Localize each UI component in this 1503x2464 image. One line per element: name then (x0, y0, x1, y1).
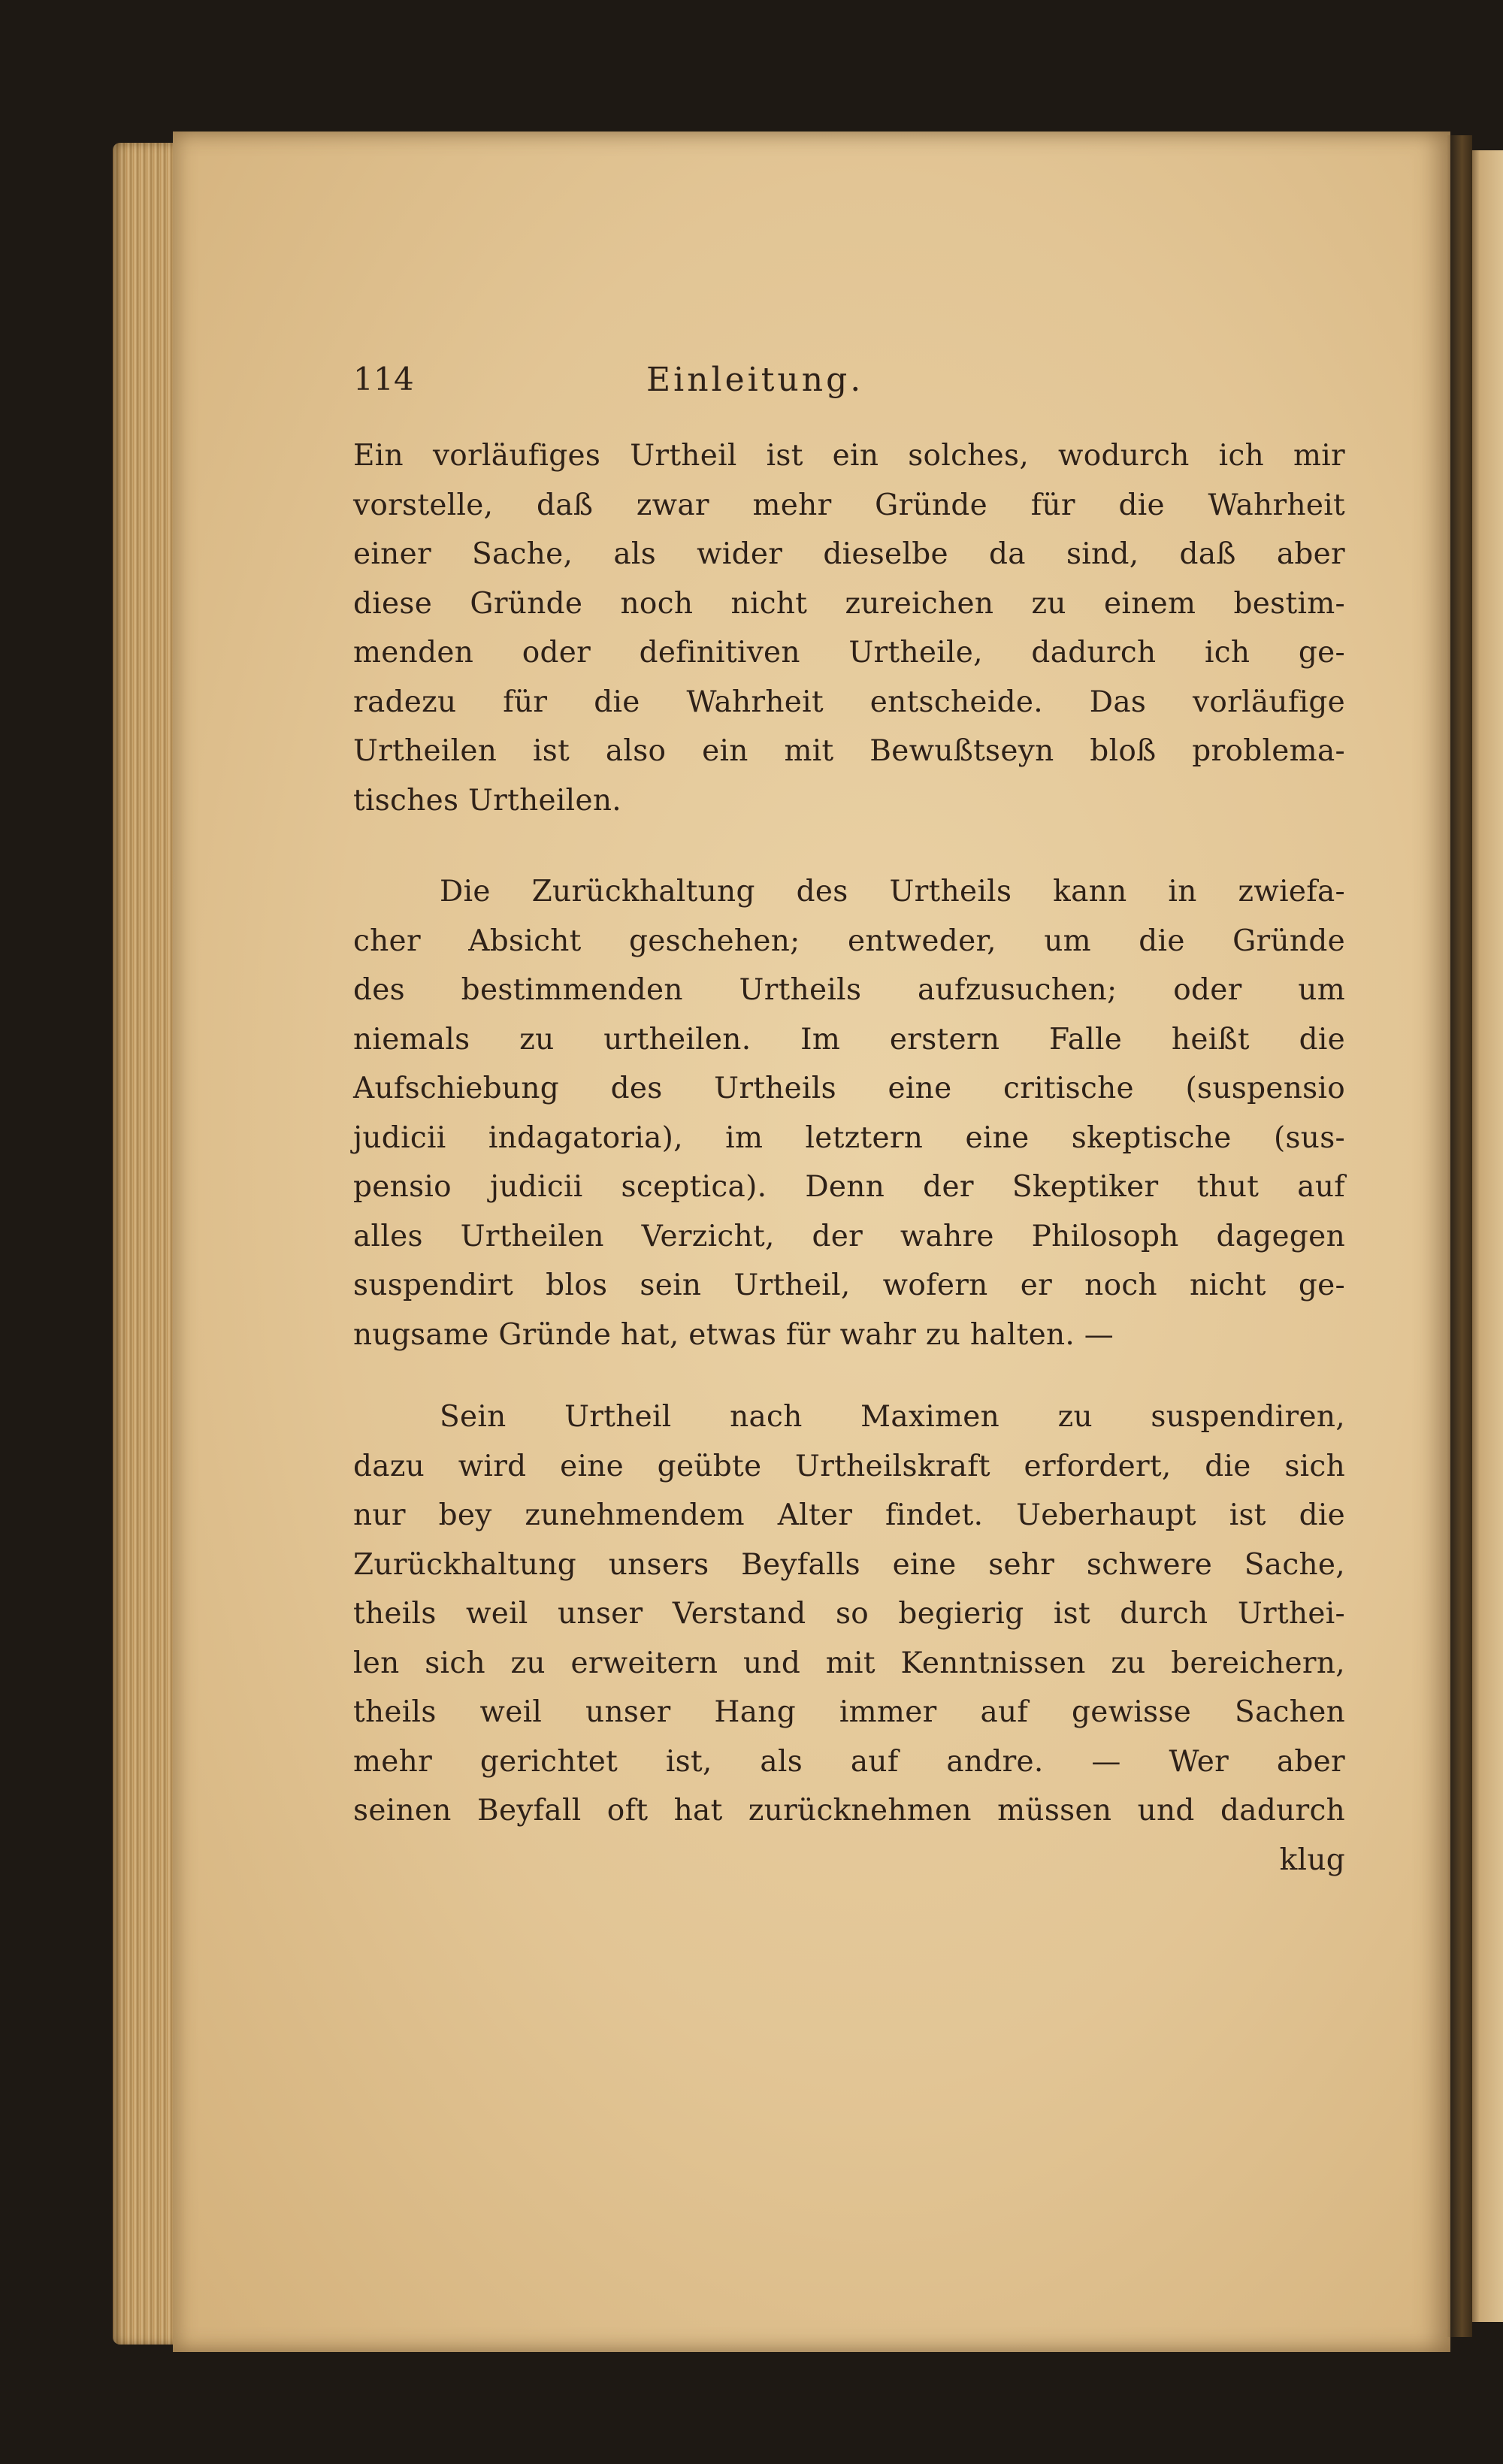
text-block (353, 361, 1345, 1885)
text-line: einer Sache, als wider dieselbe da sind, daß aber (353, 537, 1345, 571)
text-line: niemals zu urtheilen. Im erstern Falle heißt die (353, 1022, 1345, 1057)
text-line: Urtheilen ist also ein mit Bewußtseyn bloß problema- (353, 734, 1345, 768)
text-line: nur bey zunehmendem Alter findet. Ueberhaupt ist die (353, 1498, 1345, 1532)
text-line: pensio judicii sceptica). Denn der Skeptiker thut auf (353, 1170, 1345, 1204)
text-line: Sein Urtheil nach Maximen zu suspendiren, (440, 1400, 1345, 1434)
text-line: mehr gerichtet ist, als auf andre. — Wer aber (353, 1744, 1345, 1779)
text-line: theils weil unser Verstand so begierig ist durch Urthei- (353, 1597, 1345, 1631)
text-line: seinen Beyfall oft hat zurücknehmen müssen und dadurch (353, 1794, 1345, 1828)
text-line: judicii indagatoria), im letztern eine skeptische (sus- (353, 1120, 1345, 1155)
paragraph-spacer (353, 825, 1345, 867)
text-line: des bestimmenden Urtheils aufzusuchen; oder um (353, 973, 1345, 1007)
text-line: menden oder definitiven Urtheile, dadurch ich ge- (353, 636, 1345, 670)
facing-page-edge (1469, 150, 1503, 2322)
text-line: alles Urtheilen Verzicht, der wahre Philosoph dagegen (353, 1219, 1345, 1253)
paragraph-spacer (353, 1359, 1345, 1392)
paragraph-3 (353, 1392, 1345, 1836)
text-line: radezu für die Wahrheit entscheide. Das vorläufige (353, 685, 1345, 719)
text-line: cher Absicht geschehen; entweder, um die Gründe (353, 924, 1345, 958)
text-line: Aufschiebung des Urtheils eine critische (suspensio (353, 1072, 1345, 1105)
catchword: klug (1279, 1843, 1345, 1877)
gutter-shadow (1447, 135, 1472, 2337)
text-line: Zurückhaltung unsers Beyfalls eine sehr schwere Sache, (353, 1547, 1345, 1582)
text-line: Ein vorläufiges Urtheil ist ein solches, wodurch ich mir (353, 439, 1345, 473)
text-line: dazu wird eine geübte Urtheilskraft erfordert, die sich (353, 1449, 1345, 1483)
text-line: vorstelle, daß zwar mehr Gründe für die Wahrheit (353, 488, 1345, 522)
paragraph-1 (353, 431, 1345, 825)
page-header (353, 361, 1345, 421)
paragraph-2 (353, 867, 1345, 1359)
text-line: Die Zurückhaltung des Urtheils kann in zwiefa- (440, 875, 1345, 909)
text-line: len sich zu erweitern und mit Kenntnissen zu bereichern, (353, 1646, 1345, 1680)
text-line: theils weil unser Hang immer auf gewisse Sachen (353, 1695, 1345, 1729)
page-number: 114 (353, 361, 415, 398)
text-line: nugsame Gründe hat, etwas für wahr zu halten. — (353, 1317, 1114, 1352)
text-line: tisches Urtheilen. (353, 783, 621, 818)
text-line: suspendirt blos sein Urtheil, wofern er noch nicht ge- (353, 1268, 1345, 1302)
running-head: Einleitung. (646, 361, 864, 399)
text-line: diese Gründe noch nicht zureichen zu einem bestim- (353, 586, 1345, 621)
